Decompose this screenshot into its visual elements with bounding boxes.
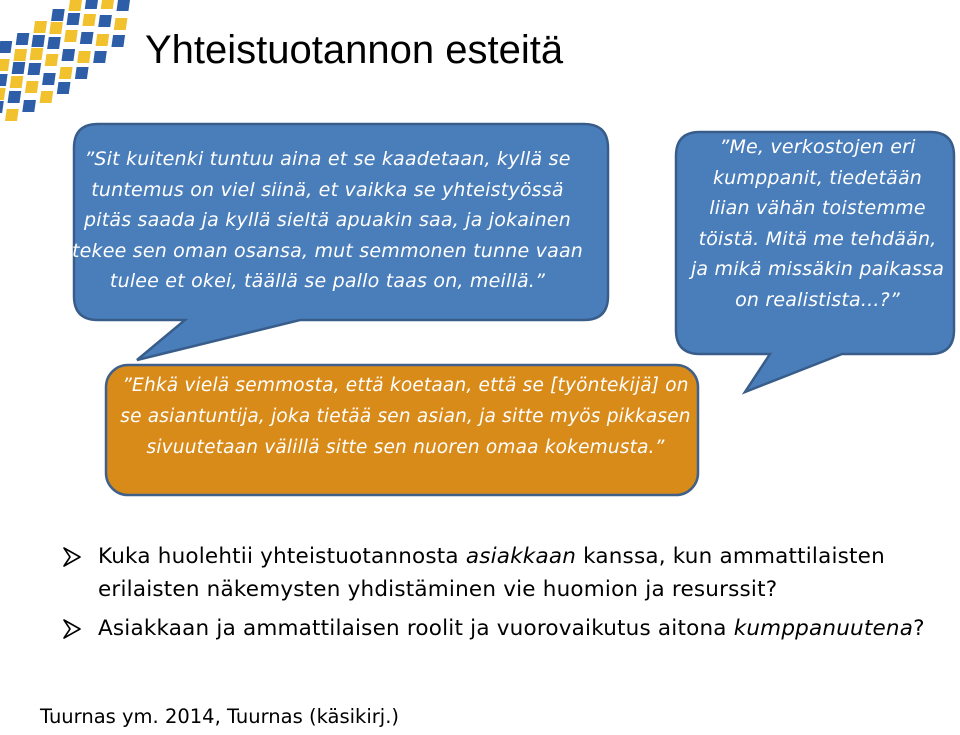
bullet-2-text-start: Asiakkaan ja ammattilaisen roolit ja vuorovaikutus aitona	[98, 616, 734, 641]
bullet-item-2	[62, 612, 952, 645]
bullet-1-text-end: kanssa, kun ammattilaisten erilaisten näkemysten yhdistäminen vie huomion ja resurssit?	[98, 544, 885, 602]
quote-text-1: ”Sit kuitenki tuntuu aina et se kaadetaan, kyllä se tuntemus on viel siinä, et vaikka se yhteistyössä pitäs saada ja kyllä sieltä apuakin saa, ja jokainen tekee sen oman osansa, mut semmonen tunne vaan tulee et okei, täällä se pallo taas on, meillä.”	[71, 148, 584, 292]
bullet-item-1	[62, 540, 952, 606]
bullet-1-text-start: Kuka huolehtii yhteistuotannosta	[98, 544, 466, 569]
page-title: Yhteistuotannon esteitä	[145, 28, 564, 72]
quote-text-2: ”Me, verkostojen eri kumppanit, tiedetään liian vähän toistemme töistä. Mitä me tehdään, ja mikä missäkin paikassa on realistista...?”	[690, 136, 945, 311]
bullet-2-emphasis: kumppanuutena	[733, 616, 914, 641]
bullet-list	[62, 540, 952, 651]
bullet-1-text	[98, 544, 885, 602]
arrow-bullet-icon	[62, 547, 82, 567]
bullet-1-emphasis: asiakkaan	[465, 544, 577, 569]
bullet-2-text	[98, 616, 925, 641]
citation: Tuurnas ym. 2014, Tuurnas (käsikirj.)	[40, 705, 400, 728]
arrow-bullet-icon	[62, 619, 82, 639]
bullet-2-text-end: ?	[913, 616, 925, 641]
quote-text-3: ”Ehkä vielä semmosta, että koetaan, että se [työntekijä] on se asiantuntija, joka tietää sen asian, ja sitte myös pikkasen sivuutetaan välillä sitte sen nuoren omaa kokemusta.”	[120, 375, 691, 458]
